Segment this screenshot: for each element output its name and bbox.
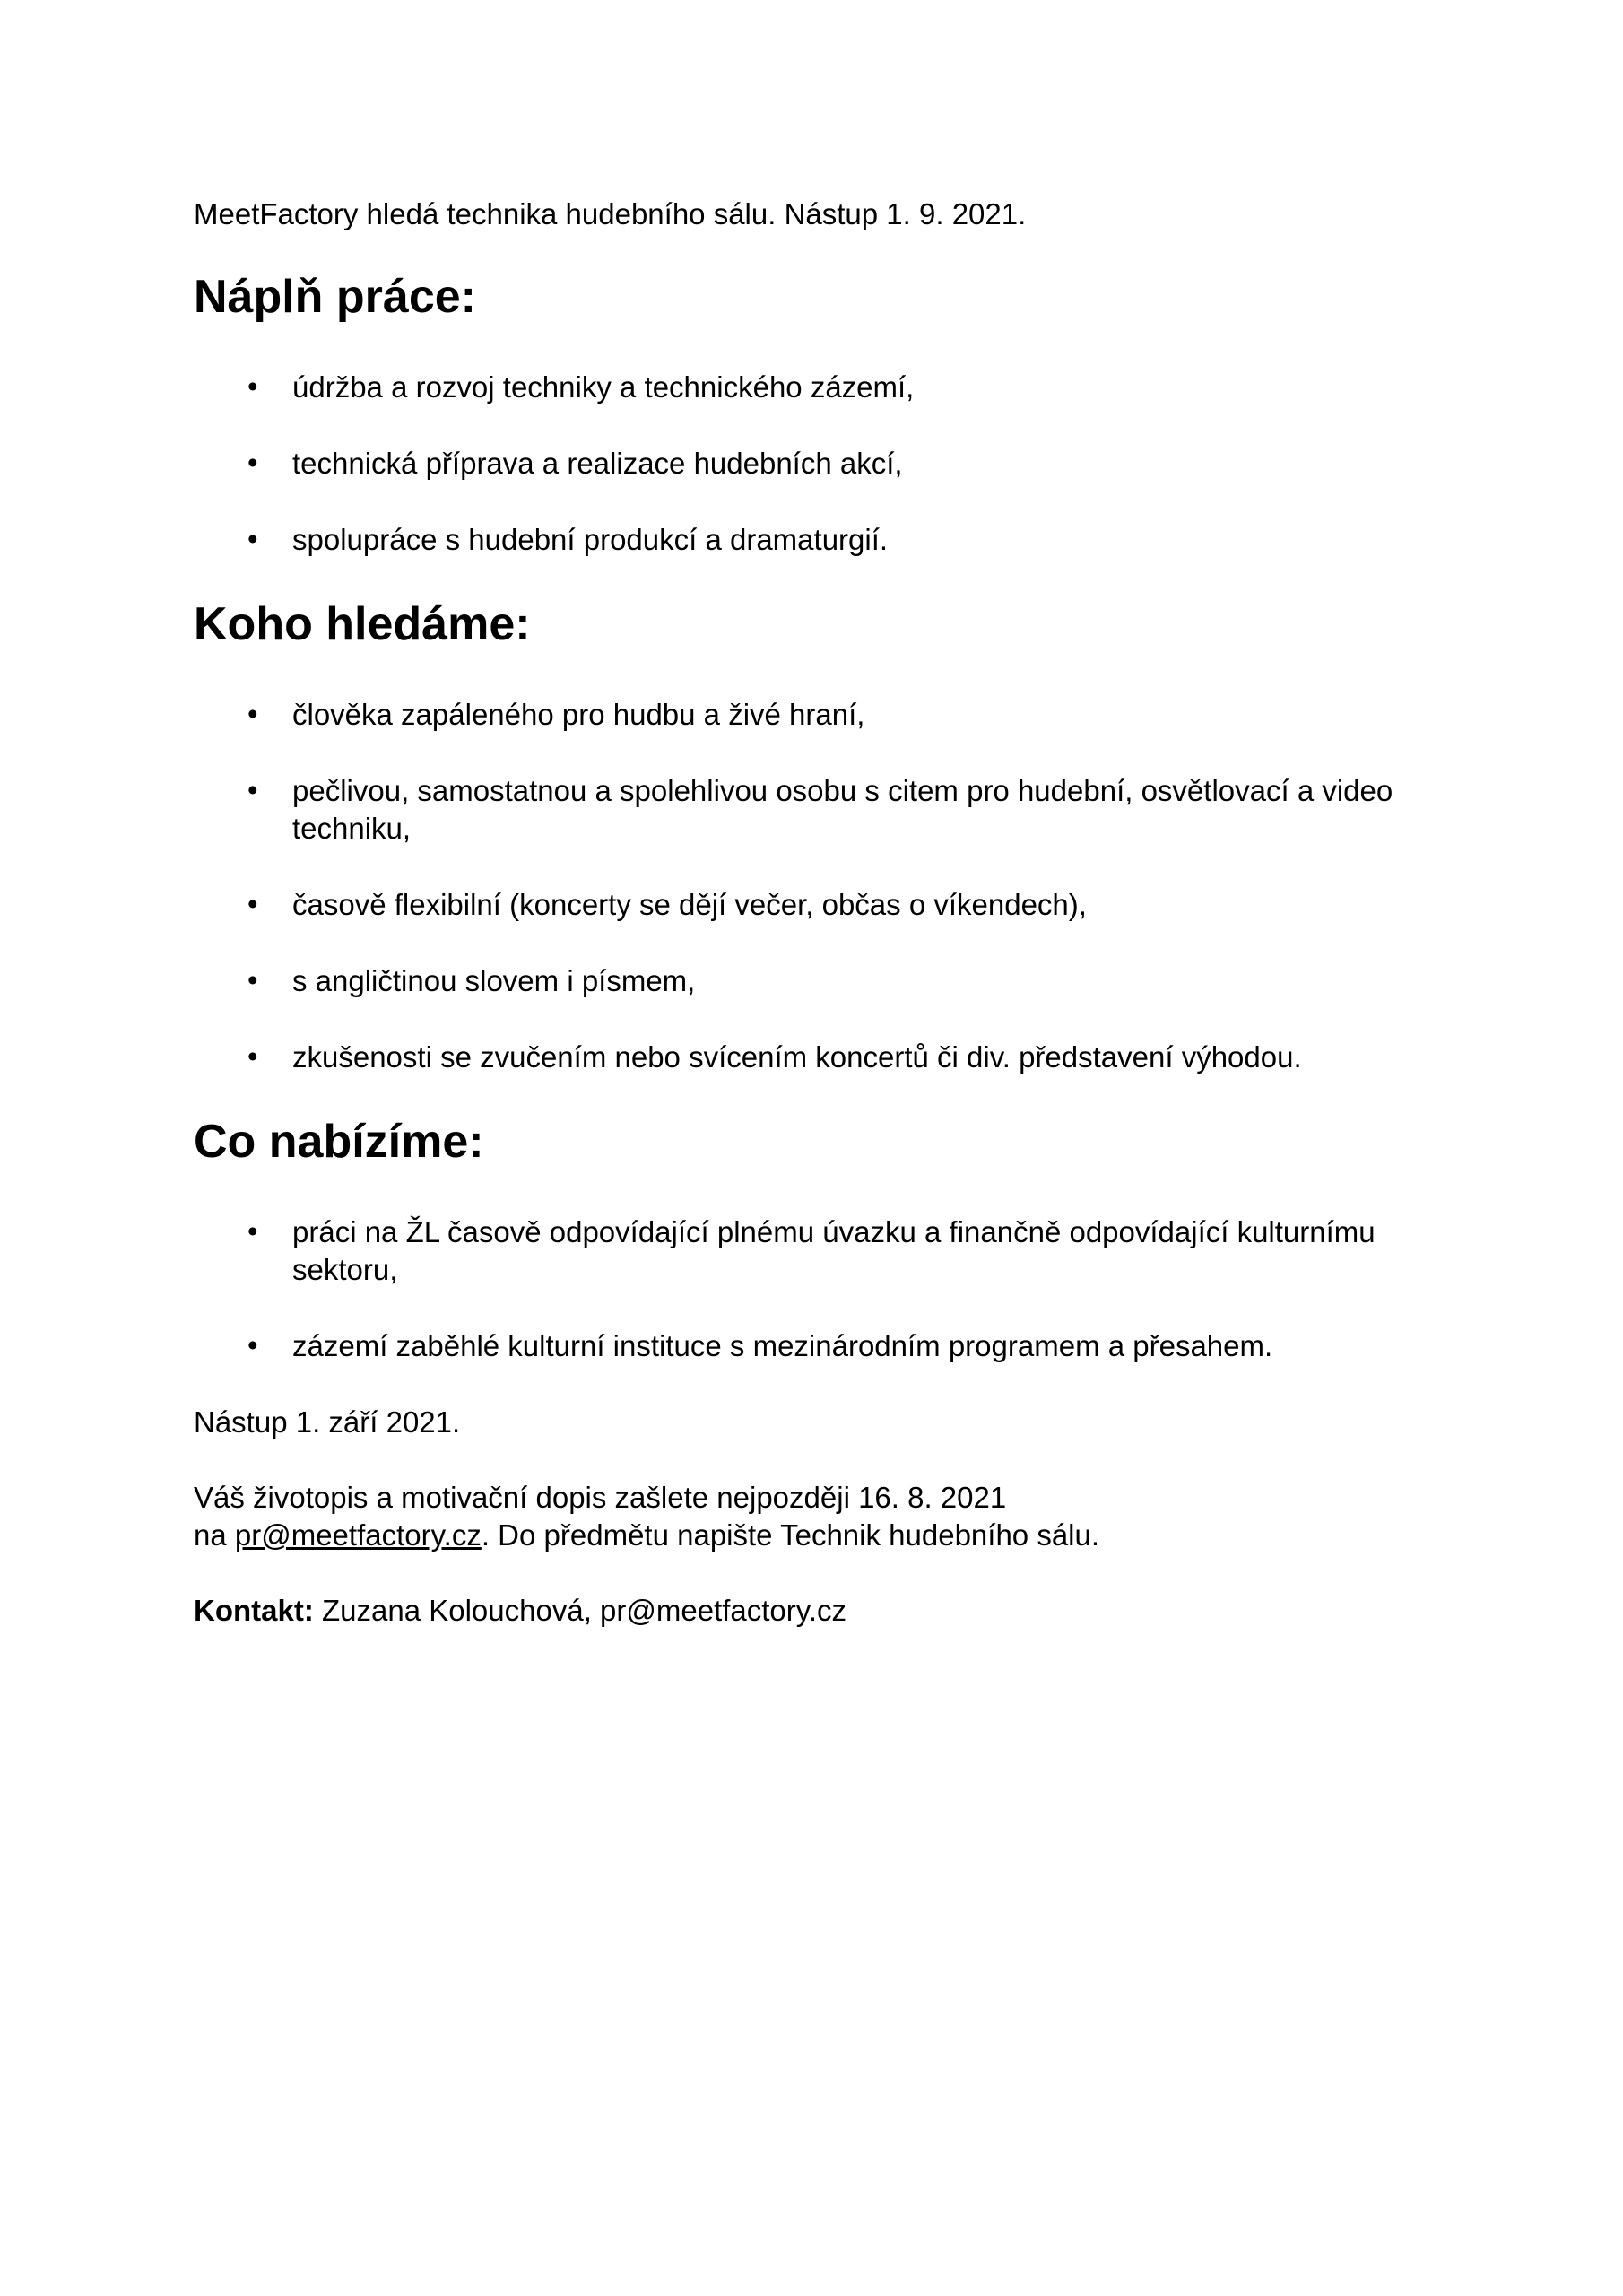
intro-paragraph: MeetFactory hledá technika hudebního sálu. Nástup 1. 9. 2021.	[194, 197, 1027, 230]
section-heading-napln-prace: Náplň práce:	[194, 271, 476, 323]
section-heading-co-nabizime: Co nabízíme:	[194, 1116, 484, 1168]
start-date-paragraph: Nástup 1. září 2021.	[194, 1405, 461, 1439]
bullet-list-koho-hledame	[194, 696, 1431, 1076]
contact-label: Kontakt:	[194, 1594, 314, 1627]
bullet-item: • člověka zapáleného pro hudbu a živé hraní,	[194, 696, 1404, 734]
bullet-list-co-nabizime	[194, 1213, 1431, 1365]
bullet-item: • zázemí zaběhlé kulturní instituce s mezinárodním programem a přesahem.	[194, 1327, 1404, 1365]
contact-paragraph	[194, 1592, 1431, 1630]
bullet-item: • s angličtinou slovem i písmem,	[194, 962, 1404, 1000]
application-line2-prefix: na	[194, 1518, 235, 1552]
bullet-item: • zkušenosti se zvučením nebo svícením koncertů či div. představení výhodou.	[194, 1039, 1404, 1076]
application-paragraph	[194, 1479, 1431, 1554]
application-line2-suffix: . Do předmětu napište Technik hudebního sálu.	[481, 1518, 1100, 1552]
bullet-item: • technická příprava a realizace hudebních akcí,	[194, 445, 1404, 483]
bullet-item: • spolupráce s hudební produkcí a dramaturgií.	[194, 521, 1404, 559]
bullet-item: • práci na ŽL časově odpovídající plnému úvazku a finančně odpovídající kulturnímu sektoru,	[194, 1213, 1404, 1289]
email-link[interactable]: pr@meetfactory.cz	[234, 1518, 482, 1552]
bullet-item: • údržba a rozvoj techniky a technického zázemí,	[194, 369, 1404, 406]
section-heading-koho-hledame: Koho hledáme:	[194, 598, 531, 650]
bullet-list-napln-prace	[194, 369, 1431, 559]
bullet-item: • časově flexibilní (koncerty se dějí večer, občas o víkendech),	[194, 886, 1404, 924]
application-line1: Váš životopis a motivační dopis zašlete nejpozději 16. 8. 2021	[194, 1481, 1007, 1514]
contact-value: Zuzana Kolouchová, pr@meetfactory.cz	[313, 1594, 846, 1627]
bullet-item: • pečlivou, samostatnou a spolehlivou osobu s citem pro hudební, osvětlovací a video techniku,	[194, 772, 1404, 848]
